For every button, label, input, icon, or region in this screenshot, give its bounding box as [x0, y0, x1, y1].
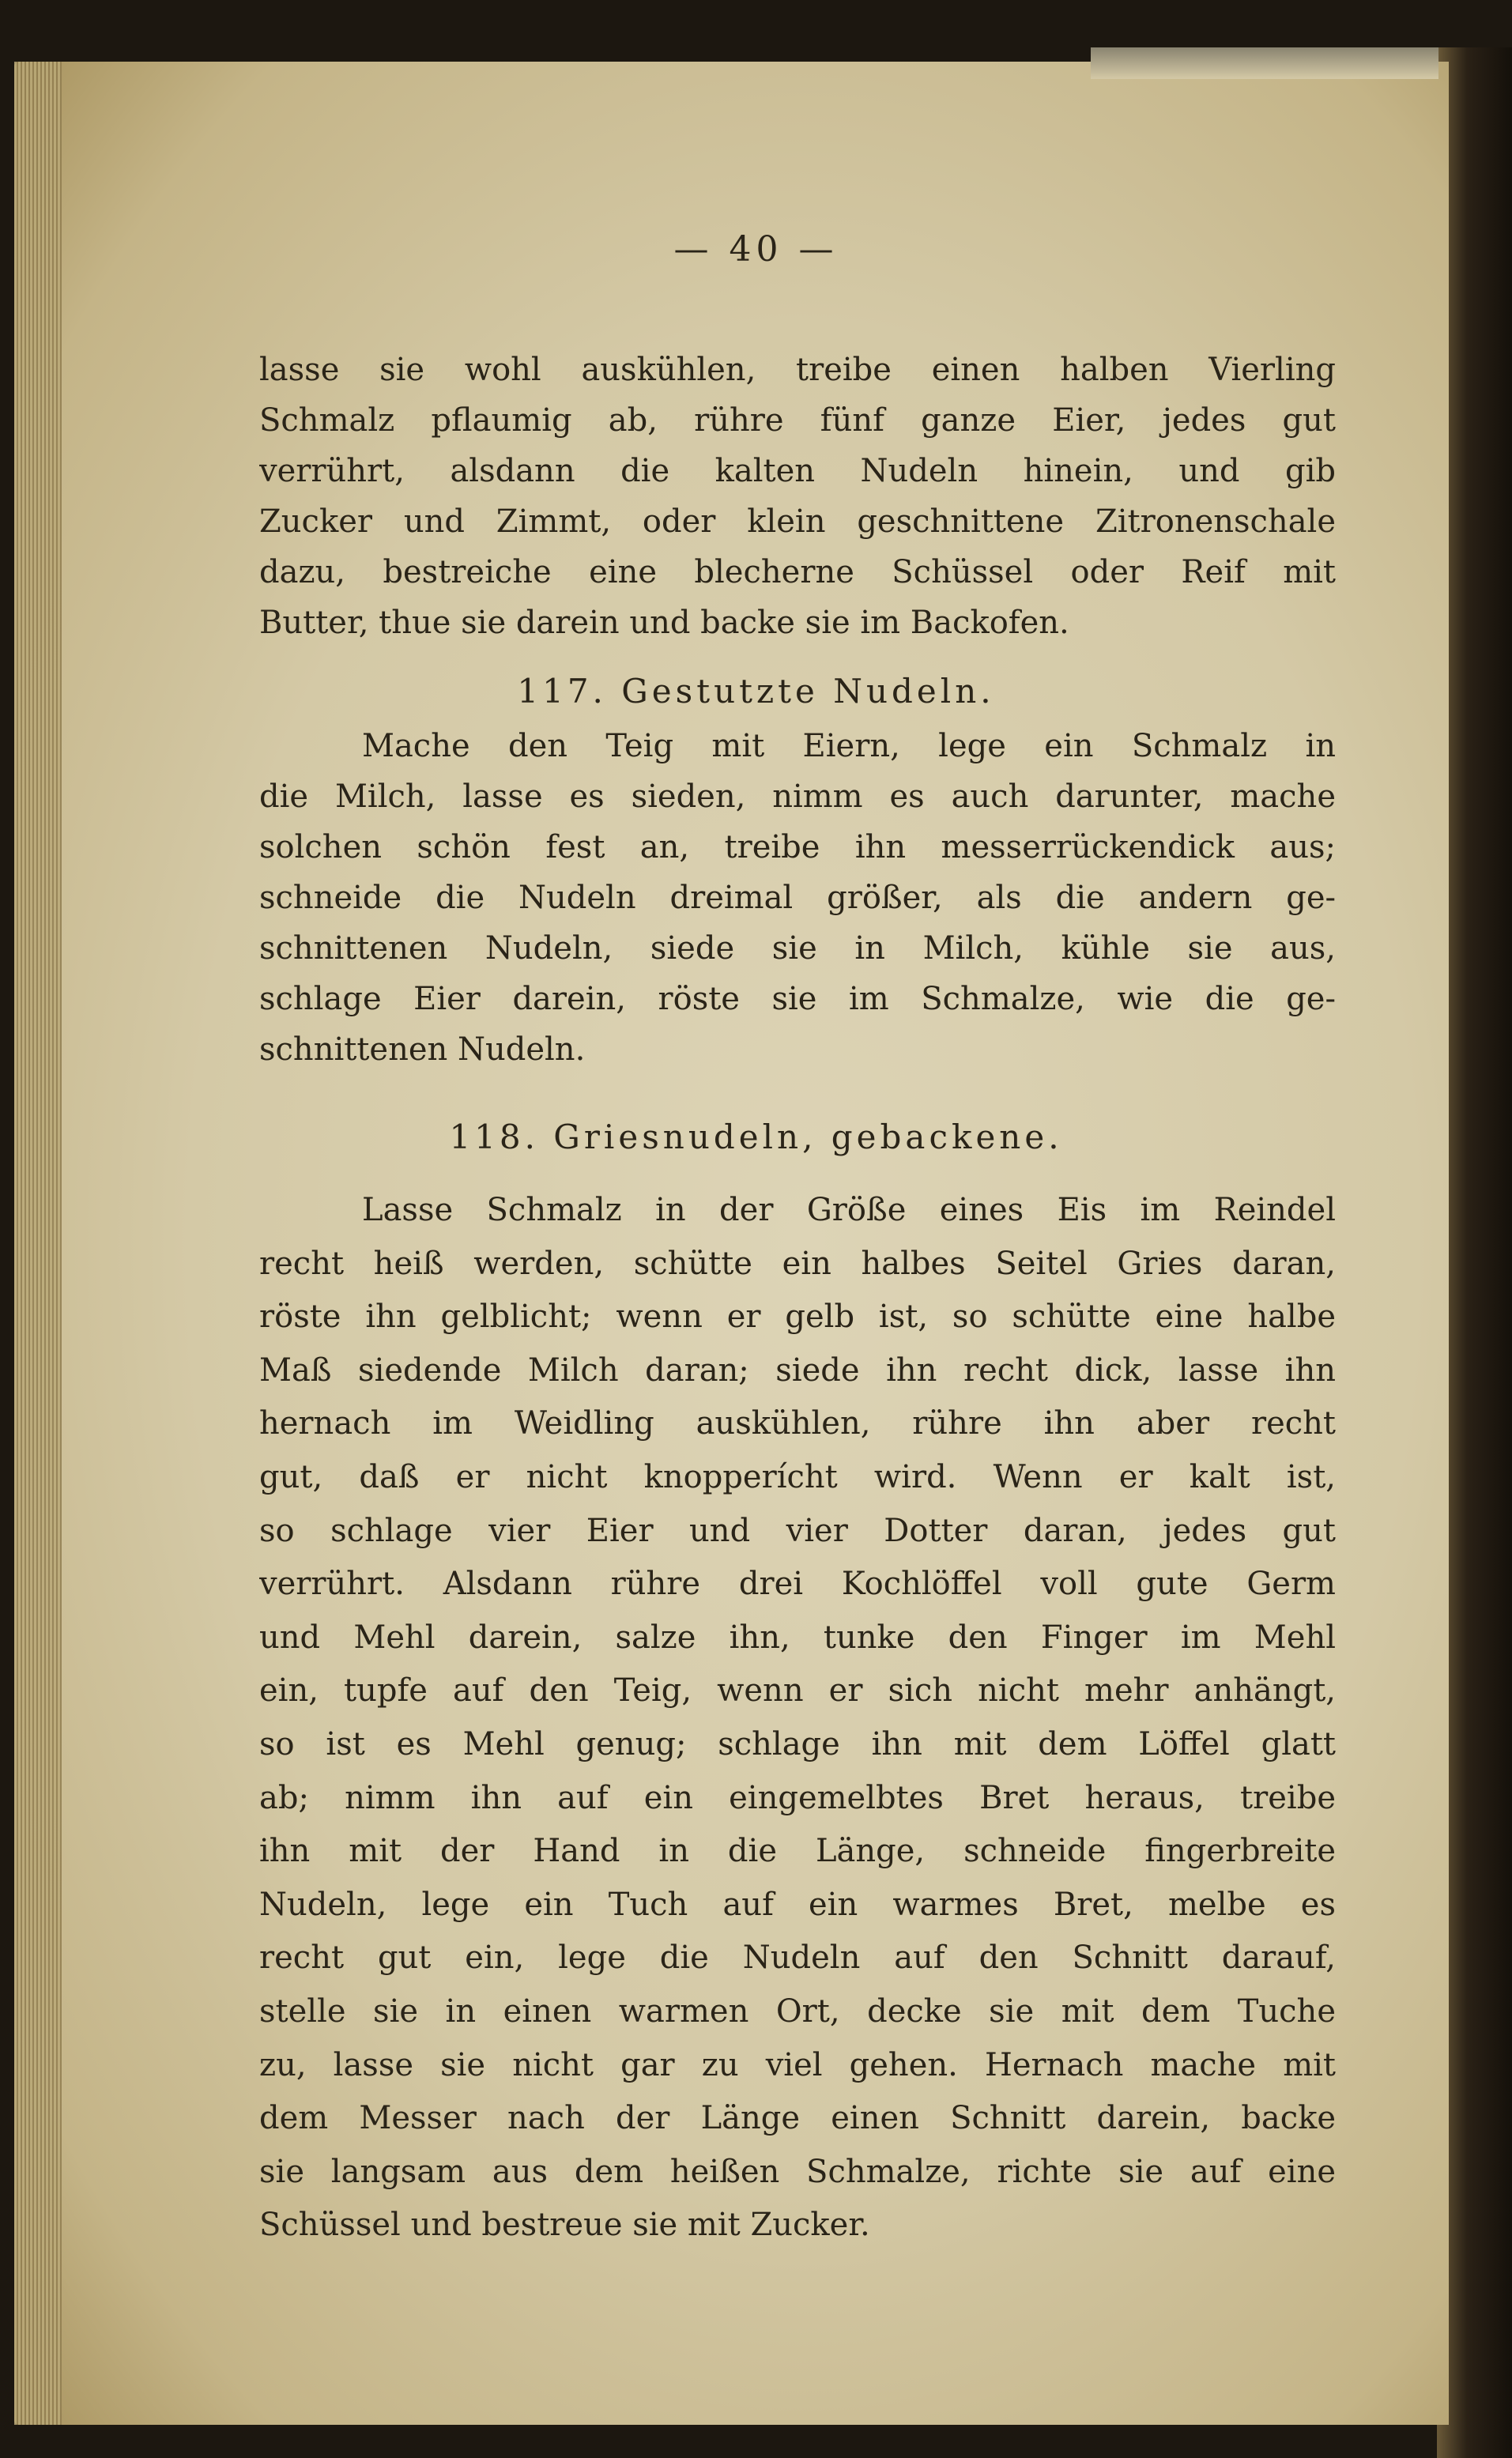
recipe-118-paragraph: [259, 1184, 1336, 2253]
text-line: ein, tupfe auf den Teig, wenn er sich nicht mehr anhängt,: [259, 1672, 1336, 1710]
text-line: hernach im Weidling auskühlen, rühre ihn aber recht: [259, 1405, 1336, 1442]
text-line: so schlage vier Eier und vier Dotter daran, jedes gut: [259, 1512, 1336, 1549]
text-line: verrührt, alsdann die kalten Nudeln hinein, und gib: [259, 453, 1336, 489]
text-line: sie langsam aus dem heißen Schmalze, richte sie auf eine: [259, 2153, 1336, 2190]
text-line: schnittenen Nudeln, siede sie in Milch, kühle sie aus,: [259, 930, 1336, 967]
recipe-117-paragraph: [259, 721, 1336, 1075]
text-line: schneide die Nudeln dreimal größer, als die andern ge-: [259, 880, 1336, 916]
text-line: schlage Eier darein, röste sie im Schmalze, wie die ge-: [259, 981, 1336, 1017]
text-line: gut, daß er nicht knopperícht wird. Wenn er kalt ist,: [259, 1458, 1336, 1495]
text-line: Maß siedende Milch daran; siede ihn recht dick, lasse ihn: [259, 1352, 1336, 1389]
text-line: Schüssel und bestreue sie mit Zucker.: [259, 2207, 870, 2244]
text-line: die Milch, lasse es sieden, nimm es auch darunter, mache: [259, 778, 1336, 815]
text-line: röste ihn gelblicht; wenn er gelb ist, so schütte eine halbe: [259, 1299, 1336, 1336]
text-line: recht heiß werden, schütte ein halbes Seitel Gries daran,: [259, 1245, 1336, 1282]
facing-page-edge: [1091, 47, 1438, 79]
text-line: Butter, thue sie darein und backe sie im Backofen.: [259, 605, 1069, 641]
text-line: Lasse Schmalz in der Größe eines Eis im Reindel: [362, 1192, 1336, 1228]
text-line: dem Messer nach der Länge einen Schnitt darein, backe: [259, 2100, 1336, 2137]
text-line: so ist es Mehl genug; schlage ihn mit dem Löffel glatt: [259, 1725, 1336, 1762]
text-line: Mache den Teig mit Eiern, lege ein Schmalz in: [362, 728, 1336, 764]
page-number: — 40 —: [673, 229, 839, 270]
text-line: ihn mit der Hand in die Länge, schneide fingerbreite: [259, 1833, 1336, 1870]
text-line: verrührt. Alsdann rühre drei Kochlöffel voll gute Germ: [259, 1566, 1336, 1603]
text-line: lasse sie wohl auskühlen, treibe einen halben Vierling: [259, 352, 1336, 388]
text-line: solchen schön fest an, treibe ihn messerrückendick aus;: [259, 829, 1336, 865]
recipe-117-heading: 117. Gestutzte Nudeln.: [517, 672, 995, 711]
text-line: und Mehl darein, salze ihn, tunke den Finger im Mehl: [259, 1619, 1336, 1656]
recipe-118-heading: 118. Griesnudeln, gebackene.: [449, 1118, 1063, 1156]
text-line: recht gut ein, lege die Nudeln auf den Schnitt darauf,: [259, 1940, 1336, 1977]
page-edges: [14, 62, 62, 2425]
text-line: schnittenen Nudeln.: [259, 1031, 586, 1068]
text-line: Zucker und Zimmt, oder klein geschnittene Zitronenschale: [259, 503, 1336, 540]
text-line: stelle sie in einen warmen Ort, decke sie mit dem Tuche: [259, 1992, 1336, 2030]
text-line: ab; nimm ihn auf ein eingemelbtes Bret heraus, treibe: [259, 1779, 1336, 1816]
text-line: dazu, bestreiche eine blecherne Schüssel oder Reif mit: [259, 554, 1336, 590]
text-line: Schmalz pflaumig ab, rühre fünf ganze Eier, jedes gut: [259, 402, 1336, 439]
text-line: zu, lasse sie nicht gar zu viel gehen. Hernach mache mit: [259, 2046, 1336, 2083]
continuation-paragraph: [259, 345, 1336, 648]
text-line: Nudeln, lege ein Tuch auf ein warmes Bret, melbe es: [259, 1886, 1336, 1923]
